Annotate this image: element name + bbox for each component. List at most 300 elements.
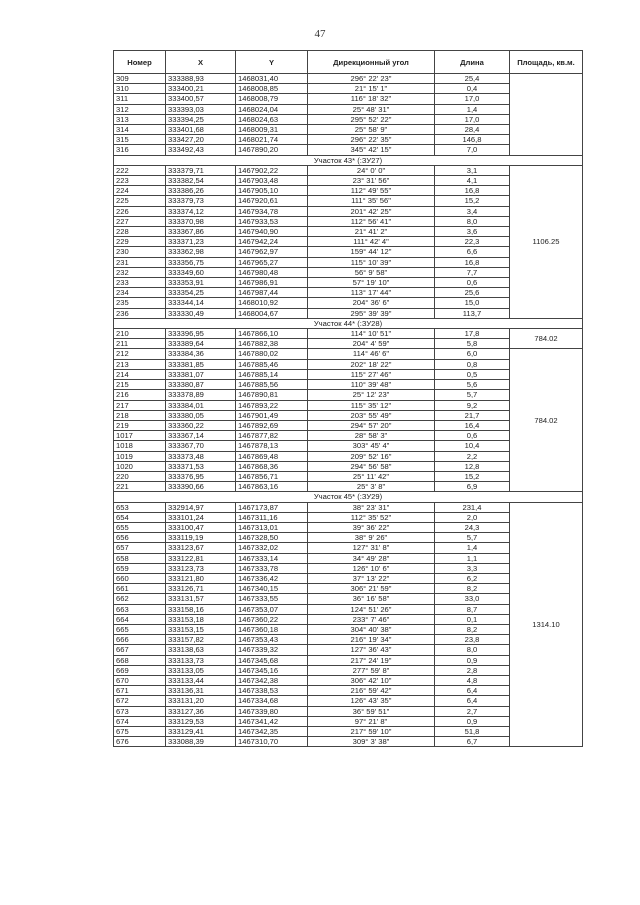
x-coordinate: 333119,19 <box>166 533 236 543</box>
point-number: 215 <box>114 380 166 390</box>
x-coordinate: 333401,68 <box>166 125 236 135</box>
segment-length: 25,6 <box>435 288 510 298</box>
segment-length: 3,1 <box>435 165 510 175</box>
point-number: 233 <box>114 278 166 288</box>
x-coordinate: 333376,95 <box>166 471 236 481</box>
direction-angle: 21° 41' 2" <box>308 227 435 237</box>
segment-length: 2,0 <box>435 512 510 522</box>
segment-length: 8,7 <box>435 604 510 614</box>
y-coordinate: 1467965,27 <box>236 257 308 267</box>
point-number: 223 <box>114 176 166 186</box>
point-number: 670 <box>114 675 166 685</box>
direction-angle: 114° 10' 51" <box>308 329 435 339</box>
direction-angle: 306° 42' 10" <box>308 675 435 685</box>
direction-angle: 216° 59' 42" <box>308 686 435 696</box>
point-number: 224 <box>114 186 166 196</box>
point-number: 221 <box>114 482 166 492</box>
table-row <box>114 165 583 175</box>
point-number: 213 <box>114 359 166 369</box>
x-coordinate: 333101,24 <box>166 512 236 522</box>
table-header-row <box>114 51 583 74</box>
direction-angle: 112° 35' 52" <box>308 512 435 522</box>
direction-angle: 201° 42' 25" <box>308 206 435 216</box>
x-coordinate: 333138,63 <box>166 645 236 655</box>
header-angle: Дирекционный угол <box>308 51 435 74</box>
y-coordinate: 1467893,22 <box>236 400 308 410</box>
point-number: 654 <box>114 512 166 522</box>
x-coordinate: 333389,64 <box>166 339 236 349</box>
y-coordinate: 1467882,38 <box>236 339 308 349</box>
y-coordinate: 1467342,35 <box>236 727 308 737</box>
x-coordinate: 333122,81 <box>166 553 236 563</box>
direction-angle: 204° 4' 59" <box>308 339 435 349</box>
direction-angle: 126° 10' 6" <box>308 563 435 573</box>
point-number: 663 <box>114 604 166 614</box>
x-coordinate: 333356,75 <box>166 257 236 267</box>
y-coordinate: 1467885,14 <box>236 369 308 379</box>
segment-length: 1,4 <box>435 104 510 114</box>
y-coordinate: 1467890,81 <box>236 390 308 400</box>
direction-angle: 113° 17' 44" <box>308 288 435 298</box>
x-coordinate: 333133,05 <box>166 665 236 675</box>
segment-length: 24,3 <box>435 522 510 532</box>
segment-length: 3,4 <box>435 206 510 216</box>
y-coordinate: 1467340,15 <box>236 584 308 594</box>
y-coordinate: 1467333,14 <box>236 553 308 563</box>
x-coordinate: 333384,01 <box>166 400 236 410</box>
point-number: 671 <box>114 686 166 696</box>
area-value <box>510 74 583 156</box>
segment-length: 113,7 <box>435 308 510 318</box>
direction-angle: 57° 19' 10" <box>308 278 435 288</box>
point-number: 656 <box>114 533 166 543</box>
x-coordinate: 333153,15 <box>166 624 236 634</box>
y-coordinate: 1467878,13 <box>236 441 308 451</box>
header-area: Площадь, кв.м. <box>510 51 583 74</box>
header-num: Номер <box>114 51 166 74</box>
segment-length: 2,8 <box>435 665 510 675</box>
y-coordinate: 1468010,92 <box>236 298 308 308</box>
x-coordinate: 333367,70 <box>166 441 236 451</box>
point-number: 665 <box>114 624 166 634</box>
x-coordinate: 333121,80 <box>166 573 236 583</box>
x-coordinate: 333388,93 <box>166 74 236 84</box>
x-coordinate: 333374,12 <box>166 206 236 216</box>
x-coordinate: 333123,73 <box>166 563 236 573</box>
point-number: 662 <box>114 594 166 604</box>
y-coordinate: 1467332,02 <box>236 543 308 553</box>
segment-length: 8,0 <box>435 645 510 655</box>
y-coordinate: 1467863,16 <box>236 482 308 492</box>
y-coordinate: 1467333,55 <box>236 594 308 604</box>
x-coordinate: 333123,67 <box>166 543 236 553</box>
x-coordinate: 333394,25 <box>166 114 236 124</box>
x-coordinate: 333362,98 <box>166 247 236 257</box>
segment-length: 1,1 <box>435 553 510 563</box>
direction-angle: 36° 16' 58" <box>308 594 435 604</box>
y-coordinate: 1467920,61 <box>236 196 308 206</box>
x-coordinate: 333373,48 <box>166 451 236 461</box>
direction-angle: 25° 58' 9" <box>308 125 435 135</box>
x-coordinate: 333370,98 <box>166 216 236 226</box>
x-coordinate: 333393,03 <box>166 104 236 114</box>
x-coordinate: 333380,87 <box>166 380 236 390</box>
coordinates-table <box>113 50 583 747</box>
point-number: 312 <box>114 104 166 114</box>
y-coordinate: 1467942,24 <box>236 237 308 247</box>
x-coordinate: 333088,39 <box>166 737 236 747</box>
x-coordinate: 333153,18 <box>166 614 236 624</box>
point-number: 220 <box>114 471 166 481</box>
section-title: Участок 43* (:ЗУ27) <box>114 155 583 165</box>
point-number: 216 <box>114 390 166 400</box>
segment-length: 33,0 <box>435 594 510 604</box>
y-coordinate: 1467866,10 <box>236 329 308 339</box>
x-coordinate: 333126,71 <box>166 584 236 594</box>
y-coordinate: 1467962,97 <box>236 247 308 257</box>
direction-angle: 114° 46' 6" <box>308 349 435 359</box>
point-number: 657 <box>114 543 166 553</box>
point-number: 234 <box>114 288 166 298</box>
segment-length: 22,3 <box>435 237 510 247</box>
segment-length: 2,7 <box>435 706 510 716</box>
direction-angle: 345° 42' 15" <box>308 145 435 155</box>
y-coordinate: 1468008,79 <box>236 94 308 104</box>
direction-angle: 294° 57' 20" <box>308 420 435 430</box>
header-length: Длина <box>435 51 510 74</box>
point-number: 672 <box>114 696 166 706</box>
y-coordinate: 1468024,04 <box>236 104 308 114</box>
point-number: 231 <box>114 257 166 267</box>
direction-angle: 110° 39' 48" <box>308 380 435 390</box>
y-coordinate: 1468024,63 <box>236 114 308 124</box>
y-coordinate: 1467173,87 <box>236 502 308 512</box>
direction-angle: 97° 21' 8" <box>308 716 435 726</box>
point-number: 676 <box>114 737 166 747</box>
direction-angle: 115° 35' 12" <box>308 400 435 410</box>
y-coordinate: 1467905,10 <box>236 186 308 196</box>
point-number: 316 <box>114 145 166 155</box>
table-body <box>114 74 583 747</box>
header-y: Y <box>236 51 308 74</box>
direction-angle: 34° 49' 28" <box>308 553 435 563</box>
direction-angle: 295° 52' 22" <box>308 114 435 124</box>
segment-length: 15,2 <box>435 196 510 206</box>
y-coordinate: 1467336,42 <box>236 573 308 583</box>
direction-angle: 115° 10' 39" <box>308 257 435 267</box>
x-coordinate: 333382,54 <box>166 176 236 186</box>
y-coordinate: 1467880,02 <box>236 349 308 359</box>
y-coordinate: 1467885,46 <box>236 359 308 369</box>
table-row <box>114 329 583 339</box>
x-coordinate: 333384,36 <box>166 349 236 359</box>
direction-angle: 111° 42' 4" <box>308 237 435 247</box>
direction-angle: 217° 24' 19" <box>308 655 435 665</box>
segment-length: 6,7 <box>435 737 510 747</box>
segment-length: 23,8 <box>435 635 510 645</box>
x-coordinate: 333381,07 <box>166 369 236 379</box>
header-x: X <box>166 51 236 74</box>
x-coordinate: 333381,85 <box>166 359 236 369</box>
y-coordinate: 1467933,53 <box>236 216 308 226</box>
y-coordinate: 1467868,36 <box>236 461 308 471</box>
point-number: 658 <box>114 553 166 563</box>
segment-length: 51,8 <box>435 727 510 737</box>
point-number: 660 <box>114 573 166 583</box>
direction-angle: 115° 27' 46" <box>308 369 435 379</box>
x-coordinate: 333360,22 <box>166 420 236 430</box>
x-coordinate: 333380,05 <box>166 410 236 420</box>
section-title-row <box>114 318 583 328</box>
x-coordinate: 333379,71 <box>166 165 236 175</box>
y-coordinate: 1467313,01 <box>236 522 308 532</box>
segment-length: 0,4 <box>435 84 510 94</box>
point-number: 225 <box>114 196 166 206</box>
segment-length: 0,9 <box>435 655 510 665</box>
y-coordinate: 1467890,20 <box>236 145 308 155</box>
point-number: 1019 <box>114 451 166 461</box>
y-coordinate: 1467987,44 <box>236 288 308 298</box>
point-number: 219 <box>114 420 166 430</box>
direction-angle: 38° 9' 26" <box>308 533 435 543</box>
x-coordinate: 333386,26 <box>166 186 236 196</box>
segment-length: 10,4 <box>435 441 510 451</box>
area-value: 1106.25 <box>510 165 583 318</box>
x-coordinate: 333354,25 <box>166 288 236 298</box>
point-number: 227 <box>114 216 166 226</box>
x-coordinate: 333330,49 <box>166 308 236 318</box>
y-coordinate: 1467892,69 <box>236 420 308 430</box>
x-coordinate: 333367,14 <box>166 431 236 441</box>
segment-length: 9,2 <box>435 400 510 410</box>
point-number: 211 <box>114 339 166 349</box>
direction-angle: 304° 40' 38" <box>308 624 435 634</box>
x-coordinate: 333378,89 <box>166 390 236 400</box>
segment-length: 6,2 <box>435 573 510 583</box>
point-number: 673 <box>114 706 166 716</box>
x-coordinate: 333131,57 <box>166 594 236 604</box>
x-coordinate: 333400,21 <box>166 84 236 94</box>
direction-angle: 112° 56' 41" <box>308 216 435 226</box>
y-coordinate: 1467310,70 <box>236 737 308 747</box>
point-number: 675 <box>114 727 166 737</box>
x-coordinate: 333131,20 <box>166 696 236 706</box>
x-coordinate: 333129,53 <box>166 716 236 726</box>
y-coordinate: 1468031,40 <box>236 74 308 84</box>
point-number: 309 <box>114 74 166 84</box>
direction-angle: 202° 18' 22" <box>308 359 435 369</box>
direction-angle: 296° 22' 35" <box>308 135 435 145</box>
y-coordinate: 1468004,67 <box>236 308 308 318</box>
direction-angle: 306° 21' 59" <box>308 584 435 594</box>
y-coordinate: 1467986,91 <box>236 278 308 288</box>
direction-angle: 116° 18' 32" <box>308 94 435 104</box>
point-number: 661 <box>114 584 166 594</box>
segment-length: 5,7 <box>435 390 510 400</box>
direction-angle: 25° 48' 31" <box>308 104 435 114</box>
segment-length: 6,6 <box>435 247 510 257</box>
section-title: Участок 44* (:ЗУ28) <box>114 318 583 328</box>
x-coordinate: 333371,23 <box>166 237 236 247</box>
y-coordinate: 1467345,68 <box>236 655 308 665</box>
segment-length: 5,6 <box>435 380 510 390</box>
point-number: 210 <box>114 329 166 339</box>
point-number: 310 <box>114 84 166 94</box>
direction-angle: 309° 3' 38" <box>308 737 435 747</box>
area-value: 1314.10 <box>510 502 583 747</box>
point-number: 666 <box>114 635 166 645</box>
table-row <box>114 349 583 359</box>
x-coordinate: 333158,16 <box>166 604 236 614</box>
point-number: 653 <box>114 502 166 512</box>
y-coordinate: 1467940,90 <box>236 227 308 237</box>
point-number: 1020 <box>114 461 166 471</box>
x-coordinate: 333129,41 <box>166 727 236 737</box>
segment-length: 2,2 <box>435 451 510 461</box>
point-number: 311 <box>114 94 166 104</box>
y-coordinate: 1468008,85 <box>236 84 308 94</box>
direction-angle: 21° 15' 1" <box>308 84 435 94</box>
x-coordinate: 332914,97 <box>166 502 236 512</box>
segment-length: 7,0 <box>435 145 510 155</box>
direction-angle: 209° 52' 16" <box>308 451 435 461</box>
x-coordinate: 333427,20 <box>166 135 236 145</box>
y-coordinate: 1467342,38 <box>236 675 308 685</box>
direction-angle: 112° 49' 55" <box>308 186 435 196</box>
segment-length: 25,4 <box>435 74 510 84</box>
segment-length: 6,4 <box>435 696 510 706</box>
y-coordinate: 1467353,07 <box>236 604 308 614</box>
y-coordinate: 1467360,18 <box>236 624 308 634</box>
y-coordinate: 1467338,53 <box>236 686 308 696</box>
x-coordinate: 333127,36 <box>166 706 236 716</box>
direction-angle: 126° 43' 35" <box>308 696 435 706</box>
direction-angle: 127° 31' 8" <box>308 543 435 553</box>
point-number: 659 <box>114 563 166 573</box>
segment-length: 0,8 <box>435 359 510 369</box>
segment-length: 1,4 <box>435 543 510 553</box>
direction-angle: 295° 39' 39" <box>308 308 435 318</box>
point-number: 314 <box>114 125 166 135</box>
x-coordinate: 333349,60 <box>166 267 236 277</box>
y-coordinate: 1467339,32 <box>236 645 308 655</box>
x-coordinate: 333133,44 <box>166 675 236 685</box>
segment-length: 6,9 <box>435 482 510 492</box>
segment-length: 8,0 <box>435 216 510 226</box>
segment-length: 17,0 <box>435 94 510 104</box>
y-coordinate: 1467980,48 <box>236 267 308 277</box>
point-number: 218 <box>114 410 166 420</box>
area-value: 784.02 <box>510 329 583 349</box>
segment-length: 15,0 <box>435 298 510 308</box>
y-coordinate: 1467339,80 <box>236 706 308 716</box>
segment-length: 7,7 <box>435 267 510 277</box>
direction-angle: 127° 36' 43" <box>308 645 435 655</box>
segment-length: 21,7 <box>435 410 510 420</box>
x-coordinate: 333133,73 <box>166 655 236 665</box>
direction-angle: 277° 59' 8" <box>308 665 435 675</box>
section-title: Участок 45* (:ЗУ29) <box>114 492 583 502</box>
segment-length: 231,4 <box>435 502 510 512</box>
segment-length: 0,5 <box>435 369 510 379</box>
segment-length: 17,0 <box>435 114 510 124</box>
direction-angle: 159° 44' 12" <box>308 247 435 257</box>
x-coordinate: 333371,53 <box>166 461 236 471</box>
segment-length: 0,6 <box>435 431 510 441</box>
segment-length: 8,2 <box>435 624 510 634</box>
segment-length: 16,8 <box>435 257 510 267</box>
area-value: 784.02 <box>510 349 583 492</box>
point-number: 669 <box>114 665 166 675</box>
point-number: 235 <box>114 298 166 308</box>
point-number: 664 <box>114 614 166 624</box>
point-number: 236 <box>114 308 166 318</box>
direction-angle: 37° 13' 22" <box>308 573 435 583</box>
direction-angle: 28° 58' 3" <box>308 431 435 441</box>
direction-angle: 204° 36' 6" <box>308 298 435 308</box>
y-coordinate: 1467345,16 <box>236 665 308 675</box>
point-number: 222 <box>114 165 166 175</box>
y-coordinate: 1467353,43 <box>236 635 308 645</box>
point-number: 674 <box>114 716 166 726</box>
point-number: 655 <box>114 522 166 532</box>
segment-length: 146,8 <box>435 135 510 145</box>
x-coordinate: 333390,66 <box>166 482 236 492</box>
x-coordinate: 333100,47 <box>166 522 236 532</box>
point-number: 217 <box>114 400 166 410</box>
y-coordinate: 1468009,31 <box>236 125 308 135</box>
segment-length: 5,7 <box>435 533 510 543</box>
segment-length: 0,6 <box>435 278 510 288</box>
direction-angle: 56° 9' 58" <box>308 267 435 277</box>
direction-angle: 36° 59' 51" <box>308 706 435 716</box>
point-number: 232 <box>114 267 166 277</box>
y-coordinate: 1467334,68 <box>236 696 308 706</box>
table-row <box>114 502 583 512</box>
segment-length: 28,4 <box>435 125 510 135</box>
direction-angle: 303° 45' 4" <box>308 441 435 451</box>
y-coordinate: 1467360,22 <box>236 614 308 624</box>
direction-angle: 294° 56' 58" <box>308 461 435 471</box>
y-coordinate: 1467934,78 <box>236 206 308 216</box>
segment-length: 12,8 <box>435 461 510 471</box>
y-coordinate: 1467901,49 <box>236 410 308 420</box>
point-number: 226 <box>114 206 166 216</box>
y-coordinate: 1467877,82 <box>236 431 308 441</box>
segment-length: 6,4 <box>435 686 510 696</box>
y-coordinate: 1467902,22 <box>236 165 308 175</box>
x-coordinate: 333379,73 <box>166 196 236 206</box>
segment-length: 17,8 <box>435 329 510 339</box>
point-number: 214 <box>114 369 166 379</box>
x-coordinate: 333400,57 <box>166 94 236 104</box>
section-title-row <box>114 492 583 502</box>
point-number: 212 <box>114 349 166 359</box>
y-coordinate: 1467328,50 <box>236 533 308 543</box>
x-coordinate: 333367,86 <box>166 227 236 237</box>
point-number: 313 <box>114 114 166 124</box>
table-row <box>114 74 583 84</box>
segment-length: 4,8 <box>435 675 510 685</box>
y-coordinate: 1467903,48 <box>236 176 308 186</box>
point-number: 230 <box>114 247 166 257</box>
direction-angle: 23° 31' 56" <box>308 176 435 186</box>
direction-angle: 25° 11' 42" <box>308 471 435 481</box>
y-coordinate: 1467885,56 <box>236 380 308 390</box>
direction-angle: 217° 59' 10" <box>308 727 435 737</box>
y-coordinate: 1467869,48 <box>236 451 308 461</box>
direction-angle: 24° 0' 0" <box>308 165 435 175</box>
